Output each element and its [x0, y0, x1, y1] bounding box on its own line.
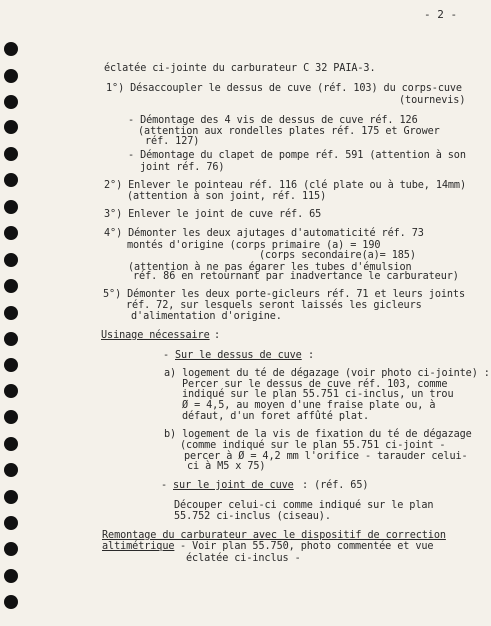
- text-line: Percer sur le dessus de cuve réf. 103, comme: [182, 379, 448, 390]
- text-line: éclatée ci-jointe du carburateur C 32 PAIA-3.: [104, 63, 376, 74]
- text-line: ci à M5 x 75): [187, 461, 266, 472]
- text-line: d'alimentation d'origine.: [131, 311, 282, 322]
- text-line: (attention à son joint, réf. 115): [127, 191, 327, 202]
- text-line: 2°) Enlever le pointeau réf. 116 (clé plate ou à tube, 14mm): [104, 180, 467, 191]
- text-line: indiqué sur le plan 55.751 ci-inclus, un trou: [182, 389, 454, 400]
- text-line: :: [302, 350, 315, 361]
- binder-hole: [4, 120, 18, 134]
- binder-hole: [4, 279, 18, 293]
- binder-hole: [4, 516, 18, 530]
- text-line: montés d'origine (corps primaire (a) = 190: [127, 240, 381, 251]
- text-line: - Voir plan 55.750, photo commentée et vue: [174, 541, 434, 552]
- binder-hole: [4, 226, 18, 240]
- text-line: 1°) Désaccoupler le dessus de cuve (réf. 103) du corps-cuve: [106, 83, 462, 94]
- binder-hole: [4, 358, 18, 372]
- binder-hole: [4, 437, 18, 451]
- text-line: :: [208, 330, 221, 341]
- text-line: sur le joint de cuve: [173, 480, 294, 491]
- text-line: - Démontage du clapet de pompe réf. 591 (attention à son: [128, 150, 466, 161]
- binder-hole: [4, 384, 18, 398]
- binder-hole: [4, 332, 18, 346]
- text-line: éclatée ci-inclus -: [186, 553, 301, 564]
- text-line: percer à Ø = 4,2 mm l'orifice - tarauder celui-: [184, 451, 468, 462]
- binder-hole: [4, 410, 18, 424]
- text-line: 55.752 ci-inclus (ciseau).: [174, 511, 331, 522]
- binder-hole: [4, 42, 18, 56]
- binder-hole: [4, 306, 18, 320]
- text-line: (corps secondaire(a)= 185): [259, 250, 416, 261]
- binder-hole: [4, 200, 18, 214]
- text-line: - Démontage des 4 vis de dessus de cuve réf. 126: [128, 115, 418, 126]
- text-line: 4°) Démonter les deux ajutages d'automaticité réf. 73: [104, 228, 424, 239]
- text-line: a) logement du té de dégazage (voir photo ci-jointe) :: [164, 368, 490, 379]
- binder-hole: [4, 595, 18, 609]
- binder-hole: [4, 490, 18, 504]
- text-line: -: [163, 350, 176, 361]
- binder-hole: [4, 173, 18, 187]
- text-line: 5°) Démonter les deux porte-gicleurs réf. 71 et leurs joints: [103, 289, 466, 300]
- binder-hole: [4, 253, 18, 267]
- text-line: : (réf. 65): [296, 480, 369, 491]
- text-line: (tournevis): [399, 95, 466, 106]
- text-line: réf. 127): [145, 136, 200, 147]
- text-line: (attention à ne pas égarer les tubes d'émulsion: [128, 262, 412, 273]
- text-line: Usinage nécessaire: [101, 330, 210, 341]
- text-line: Ø = 4,5, au moyen d'une fraise plate ou, à: [182, 400, 436, 411]
- text-line: (comme indiqué sur le plan 55.751 ci-joint -: [180, 440, 446, 451]
- text-line: réf. 72, sur lesquels seront laissés les gicleurs: [126, 300, 422, 311]
- binder-hole: [4, 569, 18, 583]
- page-number: - 2 -: [424, 8, 458, 21]
- text-line: Découper celui-ci comme indiqué sur le plan: [174, 500, 434, 511]
- text-line: b) logement de la vis de fixation du té de dégazage: [164, 429, 472, 440]
- text-line: joint réf. 76): [140, 162, 225, 173]
- text-line: (attention aux rondelles plates réf. 175 et Grower: [138, 126, 440, 137]
- text-line: altimétrique: [102, 541, 175, 552]
- text-line: défaut, d'un foret affûté plat.: [182, 411, 370, 422]
- binder-hole: [4, 147, 18, 161]
- text-line: Sur le dessus de cuve: [175, 350, 302, 361]
- binder-holes: [0, 0, 40, 626]
- text-line: -: [161, 480, 174, 491]
- text-line: Remontage du carburateur avec le dispositif de correction: [102, 530, 446, 541]
- text-line: 3°) Enlever le joint de cuve réf. 65: [104, 209, 322, 220]
- binder-hole: [4, 542, 18, 556]
- binder-hole: [4, 95, 18, 109]
- binder-hole: [4, 69, 18, 83]
- text-line: réf. 86 en retournant par inadvertance le carburateur): [133, 271, 459, 282]
- binder-hole: [4, 463, 18, 477]
